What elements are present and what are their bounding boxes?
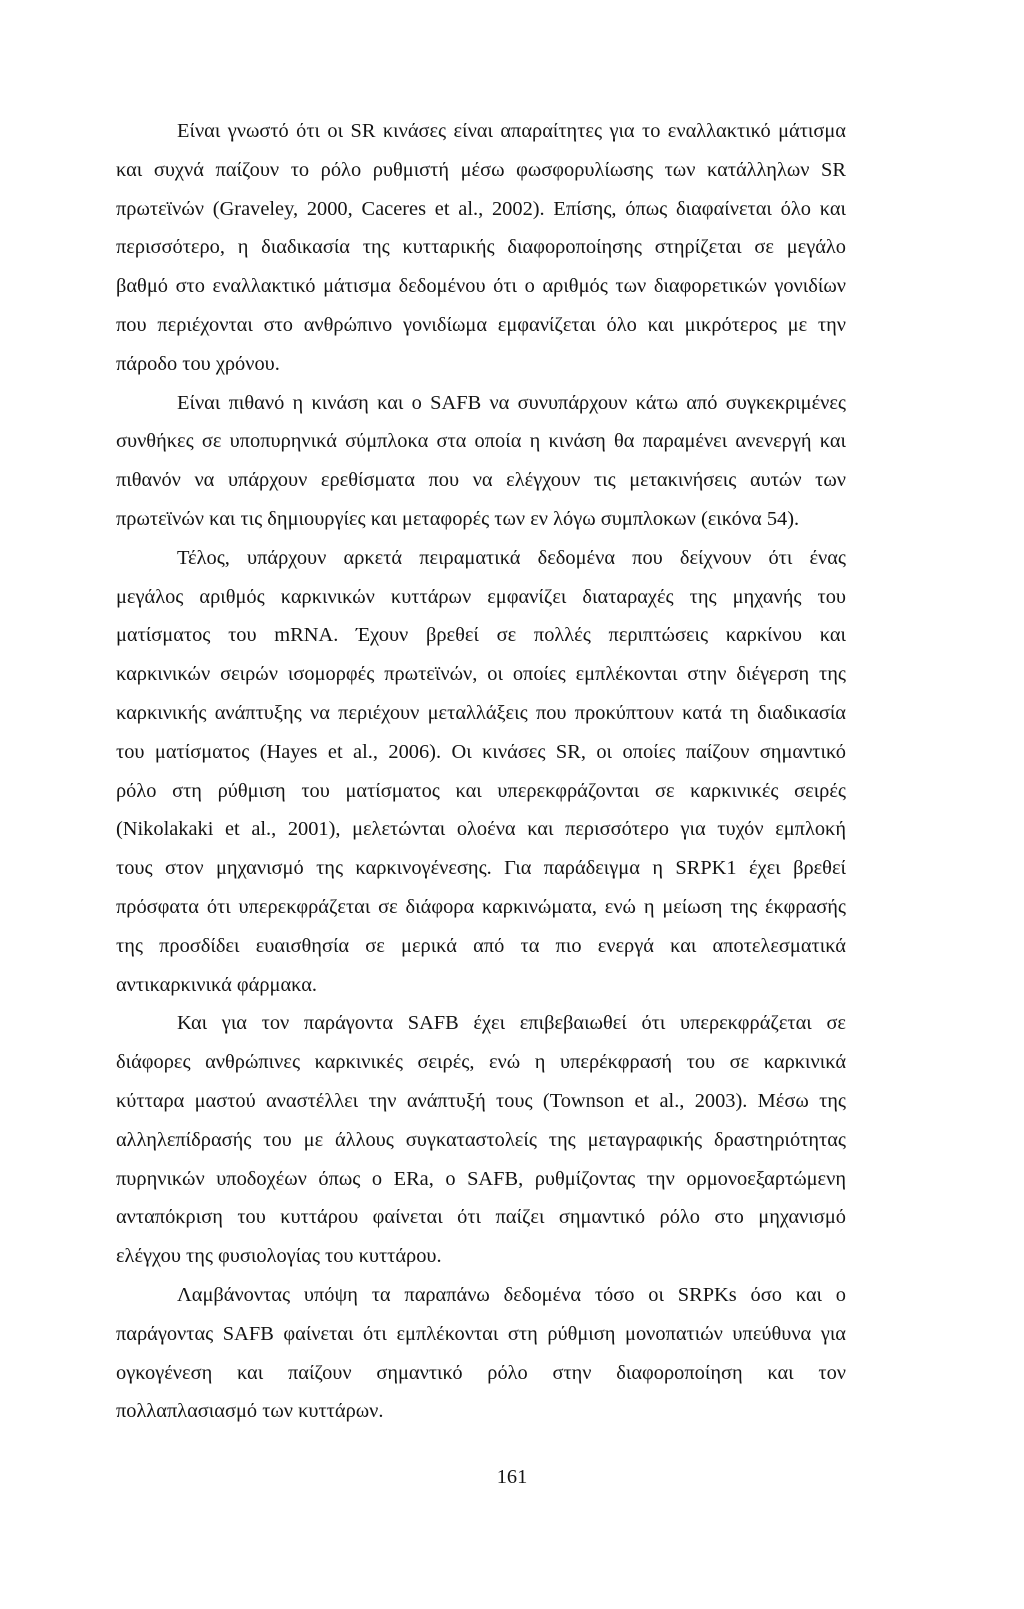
- text-line: Τέλος, υπάρχουν αρκετά πειραματικά δεδομένα που δείχνουν ότι ένας: [177, 546, 846, 569]
- paragraph-sr-kinases-splicing: [55, 112, 846, 384]
- paragraph-kinase-safb-complexes: [55, 384, 846, 539]
- text-line: που περιέχονται στο ανθρώπινο γονιδίωμα εμφανίζεται όλο και μικρότερος με την: [116, 313, 846, 336]
- text-line: αλληλεπίδρασής του με άλλους συγκαταστολείς της μεταγραφικής δραστηριότητας: [116, 1128, 846, 1151]
- text-line: πρόσφατα ότι υπερεκφράζεται σε διάφορα καρκινώματα, ενώ η μείωση της έκφρασής: [116, 895, 846, 918]
- text-line: μεγάλος αριθμός καρκινικών κυττάρων εμφανίζει διαταραχές της μηχανής του: [116, 585, 846, 608]
- text-line: Και για τον παράγοντα SAFB έχει επιβεβαιωθεί ότι υπερεκφράζεται σε: [177, 1012, 846, 1035]
- text-line: καρκινικής ανάπτυξης να περιέχουν μεταλλάξεις που προκύπτουν κατά τη διαδικασία: [116, 701, 846, 724]
- text-line: αντικαρκινικά φάρμακα.: [116, 973, 317, 996]
- text-line: καρκινικών σειρών ισομορφές πρωτεϊνών, οι οποίες εμπλέκονται στην διέγερση της: [116, 663, 846, 686]
- document-body: [55, 112, 846, 1431]
- text-line: πιθανόν να υπάρχουν ερεθίσματα που να ελέγχουν τις μετακινήσεις αυτών των: [116, 469, 846, 492]
- text-line: ογκογένεση και παίζουν σημαντικό ρόλο στην διαφοροποίηση και τον: [116, 1361, 846, 1384]
- text-line: Είναι γνωστό ότι οι SR κινάσες είναι απαραίτητες για το εναλλακτικό μάτισμα: [177, 120, 846, 142]
- text-line: πρωτεϊνών και τις δημιουργίες και μεταφορές των εν λόγω συμπλοκων (εικόνα 54).: [116, 507, 800, 530]
- text-line: συνθήκες σε υποπυρηνικά σύμπλοκα στα οποία η κινάση θα παραμένει ανενεργή και: [116, 430, 846, 453]
- paragraph-cancer-splicing: [55, 539, 846, 1005]
- paragraph-conclusion: [55, 1276, 846, 1431]
- text-line: βαθμό στο εναλλακτικό μάτισμα δεδομένου ότι ο αριθμός των διαφορετικών γονιδίων: [116, 275, 846, 298]
- text-line: πολλαπλασιασμό των κυττάρων.: [116, 1400, 384, 1423]
- text-line: ματίσματος του mRNA. Έχουν βρεθεί σε πολλές περιπτώσεις καρκίνου και: [116, 624, 846, 647]
- text-line: πάροδο του χρόνου.: [116, 352, 280, 375]
- text-line: Λαμβάνοντας υπόψη τα παραπάνω δεδομένα τόσο οι SRPKs όσο και ο: [177, 1283, 846, 1306]
- text-line: πυρηνικών υποδοχέων όπως ο ERa, ο SAFB, ρυθμίζοντας την ορμονοεξαρτώμενη: [116, 1167, 846, 1190]
- text-line: περισσότερο, η διαδικασία της κυτταρικής διαφοροποίησης στηρίζεται σε μεγάλο: [116, 236, 846, 259]
- text-line: και συχνά παίζουν το ρόλο ρυθμιστή μέσω φωσφορυλίωσης των κατάλληλων SR: [116, 158, 846, 181]
- text-line: ρόλο στη ρύθμιση του ματίσματος και υπερεκφράζονται σε καρκινικές σειρές: [116, 779, 846, 802]
- text-line: ελέγχου της φυσιολογίας του κυττάρου.: [116, 1245, 442, 1268]
- text-line: της προσδίδει ευαισθησία σε μερικά από τα πιο ενεργά και αποτελεσματικά: [116, 934, 846, 957]
- text-line: του ματίσματος (Hayes et al., 2006). Οι κινάσες SR, οι οποίες παίζουν σημαντικό: [116, 740, 846, 763]
- text-line: (Nikolakaki et al., 2001), μελετώνται ολοένα και περισσότερο για τυχόν εμπλοκή: [116, 818, 846, 841]
- text-line: διάφορες ανθρώπινες καρκινικές σειρές, ενώ η υπερέκφρασή του σε καρκινικά: [116, 1051, 846, 1074]
- page-number: 161: [496, 1466, 528, 1488]
- text-line: παράγοντας SAFB φαίνεται ότι εμπλέκονται στη ρύθμιση μονοπατιών υπεύθυνα για: [116, 1322, 846, 1345]
- text-line: τους στον μηχανισμό της καρκινογένεσης. Για παράδειγμα η SRPK1 έχει βρεθεί: [116, 857, 846, 880]
- text-line: κύτταρα μαστού αναστέλλει την ανάπτυξή τους (Townson et al., 2003). Μέσω της: [116, 1089, 846, 1112]
- text-line: ανταπόκριση του κυττάρου φαίνεται ότι παίζει σημαντικό ρόλο στο μηχανισμό: [116, 1206, 846, 1229]
- text-line: πρωτεϊνών (Graveley, 2000, Caceres et al., 2002). Επίσης, όπως διαφαίνεται όλο και: [116, 197, 846, 220]
- paragraph-safb-overexpression: [55, 1004, 846, 1276]
- text-line: Είναι πιθανό η κινάση και ο SAFB να συνυπάρχουν κάτω από συγκεκριμένες: [177, 391, 846, 414]
